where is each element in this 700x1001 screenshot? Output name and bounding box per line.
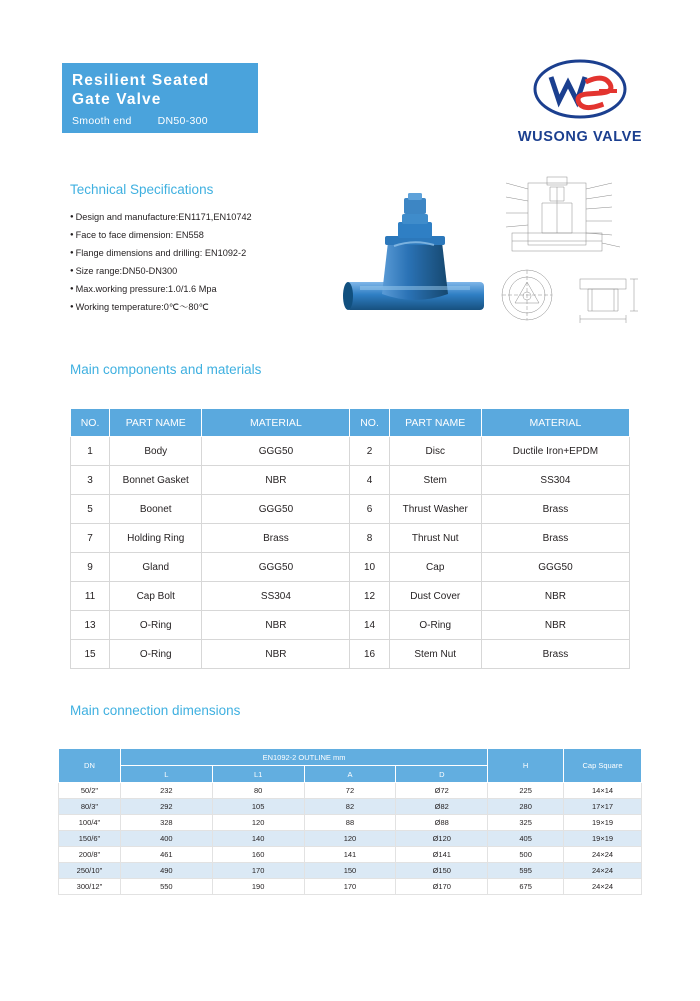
company-name: WUSONG VALVE bbox=[517, 129, 643, 145]
components-materials-table bbox=[70, 408, 630, 669]
product-end-type: Smooth end bbox=[72, 115, 132, 127]
cell-cap-square: 19×19 bbox=[564, 815, 642, 831]
cell-no: 7 bbox=[71, 524, 110, 553]
cell-part: Cap bbox=[389, 553, 481, 582]
table-row bbox=[59, 847, 642, 863]
cell-part: Thrust Nut bbox=[389, 524, 481, 553]
cell-l1: 120 bbox=[212, 815, 304, 831]
cell-d: Ø72 bbox=[396, 783, 488, 799]
cell-material: GGG50 bbox=[202, 495, 350, 524]
column-header-material-right: MATERIAL bbox=[481, 409, 629, 437]
column-header-d: D bbox=[396, 766, 488, 783]
cell-no: 11 bbox=[71, 582, 110, 611]
cell-material: SS304 bbox=[481, 466, 629, 495]
cell-l: 232 bbox=[120, 783, 212, 799]
column-header-l: L bbox=[120, 766, 212, 783]
table-row bbox=[59, 799, 642, 815]
cell-h: 325 bbox=[488, 815, 564, 831]
column-header-part-left: PART NAME bbox=[110, 409, 202, 437]
table-row bbox=[71, 582, 630, 611]
cell-l1: 160 bbox=[212, 847, 304, 863]
cell-d: Ø141 bbox=[396, 847, 488, 863]
table-row bbox=[59, 831, 642, 847]
wusong-logo-icon bbox=[525, 55, 635, 123]
cell-a: 141 bbox=[304, 847, 396, 863]
cell-l1: 190 bbox=[212, 879, 304, 895]
column-header-material-left: MATERIAL bbox=[202, 409, 350, 437]
cell-dn: 100/4" bbox=[59, 815, 121, 831]
cell-material: NBR bbox=[202, 611, 350, 640]
cell-material: NBR bbox=[202, 640, 350, 669]
cell-no: 1 bbox=[71, 437, 110, 466]
cell-no: 14 bbox=[350, 611, 389, 640]
cell-material: Ductile Iron+EPDM bbox=[481, 437, 629, 466]
table-row bbox=[59, 783, 642, 799]
cell-l: 328 bbox=[120, 815, 212, 831]
list-item: ● Design and manufacture:EN1171,EN10742 bbox=[70, 208, 360, 226]
table-row bbox=[71, 640, 630, 669]
technical-specifications-heading: Technical Specifications bbox=[70, 182, 214, 197]
cell-a: 150 bbox=[304, 863, 396, 879]
table-row bbox=[59, 863, 642, 879]
table-header-group-row bbox=[59, 749, 642, 766]
cell-part: Cap Bolt bbox=[110, 582, 202, 611]
cell-no: 4 bbox=[350, 466, 389, 495]
column-header-part-right: PART NAME bbox=[389, 409, 481, 437]
product-subtitle bbox=[72, 115, 248, 127]
list-item: ● Max.working pressure:1.0/1.6 Mpa bbox=[70, 280, 360, 298]
cell-material: Brass bbox=[202, 524, 350, 553]
cell-h: 595 bbox=[488, 863, 564, 879]
cell-part: Stem bbox=[389, 466, 481, 495]
cell-l: 400 bbox=[120, 831, 212, 847]
cell-h: 405 bbox=[488, 831, 564, 847]
cell-material: NBR bbox=[202, 466, 350, 495]
cell-no: 15 bbox=[71, 640, 110, 669]
cell-part: Stem Nut bbox=[389, 640, 481, 669]
cell-cap-square: 24×24 bbox=[564, 863, 642, 879]
cell-h: 225 bbox=[488, 783, 564, 799]
cell-material: GGG50 bbox=[202, 437, 350, 466]
cell-no: 13 bbox=[71, 611, 110, 640]
table-row bbox=[71, 524, 630, 553]
cell-h: 675 bbox=[488, 879, 564, 895]
cell-l1: 140 bbox=[212, 831, 304, 847]
cell-h: 500 bbox=[488, 847, 564, 863]
cell-part: Bonnet Gasket bbox=[110, 466, 202, 495]
product-size-range: DN50-300 bbox=[157, 115, 208, 127]
table-row bbox=[59, 879, 642, 895]
cell-l: 490 bbox=[120, 863, 212, 879]
cell-part: O-Ring bbox=[389, 611, 481, 640]
main-components-heading: Main components and materials bbox=[70, 362, 262, 377]
gate-valve-photo bbox=[340, 190, 490, 340]
cell-no: 8 bbox=[350, 524, 389, 553]
cell-l1: 170 bbox=[212, 863, 304, 879]
cell-dn: 300/12" bbox=[59, 879, 121, 895]
cell-no: 5 bbox=[71, 495, 110, 524]
cell-material: GGG50 bbox=[202, 553, 350, 582]
column-header-no-left: NO. bbox=[71, 409, 110, 437]
cell-part: Gland bbox=[110, 553, 202, 582]
connection-dimensions-table bbox=[58, 748, 642, 895]
cell-d: Ø170 bbox=[396, 879, 488, 895]
cell-part: Holding Ring bbox=[110, 524, 202, 553]
cell-a: 82 bbox=[304, 799, 396, 815]
cell-part: Boonet bbox=[110, 495, 202, 524]
cell-dn: 50/2" bbox=[59, 783, 121, 799]
cell-l: 550 bbox=[120, 879, 212, 895]
cell-l: 461 bbox=[120, 847, 212, 863]
table-row bbox=[59, 815, 642, 831]
table-row bbox=[71, 495, 630, 524]
cell-no: 3 bbox=[71, 466, 110, 495]
cell-cap-square: 19×19 bbox=[564, 831, 642, 847]
cell-cap-square: 17×17 bbox=[564, 799, 642, 815]
technical-drawings bbox=[492, 175, 657, 340]
cell-no: 2 bbox=[350, 437, 389, 466]
company-logo bbox=[505, 55, 655, 145]
list-item: ● Size range:DN50-DN300 bbox=[70, 262, 360, 280]
column-header-h: H bbox=[488, 749, 564, 783]
column-header-group-outline: EN1092-2 OUTLINE mm bbox=[120, 749, 487, 766]
list-item: ● Working temperature:0℃～80℃ bbox=[70, 298, 360, 316]
cell-cap-square: 14×14 bbox=[564, 783, 642, 799]
cell-l1: 105 bbox=[212, 799, 304, 815]
cell-d: Ø82 bbox=[396, 799, 488, 815]
cell-material: NBR bbox=[481, 611, 629, 640]
cell-part: O-Ring bbox=[110, 640, 202, 669]
cell-a: 170 bbox=[304, 879, 396, 895]
table-row bbox=[71, 437, 630, 466]
cell-dn: 200/8" bbox=[59, 847, 121, 863]
cell-part: Dust Cover bbox=[389, 582, 481, 611]
cell-no: 10 bbox=[350, 553, 389, 582]
product-title-banner bbox=[62, 63, 258, 133]
cell-material: Brass bbox=[481, 524, 629, 553]
cell-no: 16 bbox=[350, 640, 389, 669]
column-header-a: A bbox=[304, 766, 396, 783]
cell-a: 120 bbox=[304, 831, 396, 847]
cell-part: Thrust Washer bbox=[389, 495, 481, 524]
list-item: ● Flange dimensions and drilling: EN1092-2 bbox=[70, 244, 360, 262]
cell-no: 6 bbox=[350, 495, 389, 524]
cell-material: Brass bbox=[481, 640, 629, 669]
main-connection-dimensions-heading: Main connection dimensions bbox=[70, 703, 241, 718]
cell-material: SS304 bbox=[202, 582, 350, 611]
technical-specifications-list bbox=[70, 208, 360, 316]
list-item: ● Face to face dimension: EN558 bbox=[70, 226, 360, 244]
cell-l1: 80 bbox=[212, 783, 304, 799]
cell-dn: 150/6" bbox=[59, 831, 121, 847]
cell-cap-square: 24×24 bbox=[564, 847, 642, 863]
table-row bbox=[71, 611, 630, 640]
cell-h: 280 bbox=[488, 799, 564, 815]
table-header-row bbox=[71, 409, 630, 437]
cell-d: Ø120 bbox=[396, 831, 488, 847]
cell-a: 72 bbox=[304, 783, 396, 799]
product-title-line1: Resilient Seated bbox=[72, 72, 210, 89]
column-header-cap-square: Cap Square bbox=[564, 749, 642, 783]
column-header-l1: L1 bbox=[212, 766, 304, 783]
cell-part: O-Ring bbox=[110, 611, 202, 640]
page-header bbox=[0, 0, 700, 165]
table-row bbox=[71, 553, 630, 582]
cell-d: Ø88 bbox=[396, 815, 488, 831]
column-header-no-right: NO. bbox=[350, 409, 389, 437]
cell-a: 88 bbox=[304, 815, 396, 831]
cell-no: 12 bbox=[350, 582, 389, 611]
cell-material: Brass bbox=[481, 495, 629, 524]
cell-part: Disc bbox=[389, 437, 481, 466]
product-title-line2: Gate Valve bbox=[72, 91, 162, 108]
cell-l: 292 bbox=[120, 799, 212, 815]
column-header-dn: DN bbox=[59, 749, 121, 783]
cell-cap-square: 24×24 bbox=[564, 879, 642, 895]
cell-d: Ø150 bbox=[396, 863, 488, 879]
cell-part: Body bbox=[110, 437, 202, 466]
cell-material: GGG50 bbox=[481, 553, 629, 582]
cell-dn: 80/3" bbox=[59, 799, 121, 815]
cell-dn: 250/10" bbox=[59, 863, 121, 879]
cell-material: NBR bbox=[481, 582, 629, 611]
cell-no: 9 bbox=[71, 553, 110, 582]
table-row bbox=[71, 466, 630, 495]
